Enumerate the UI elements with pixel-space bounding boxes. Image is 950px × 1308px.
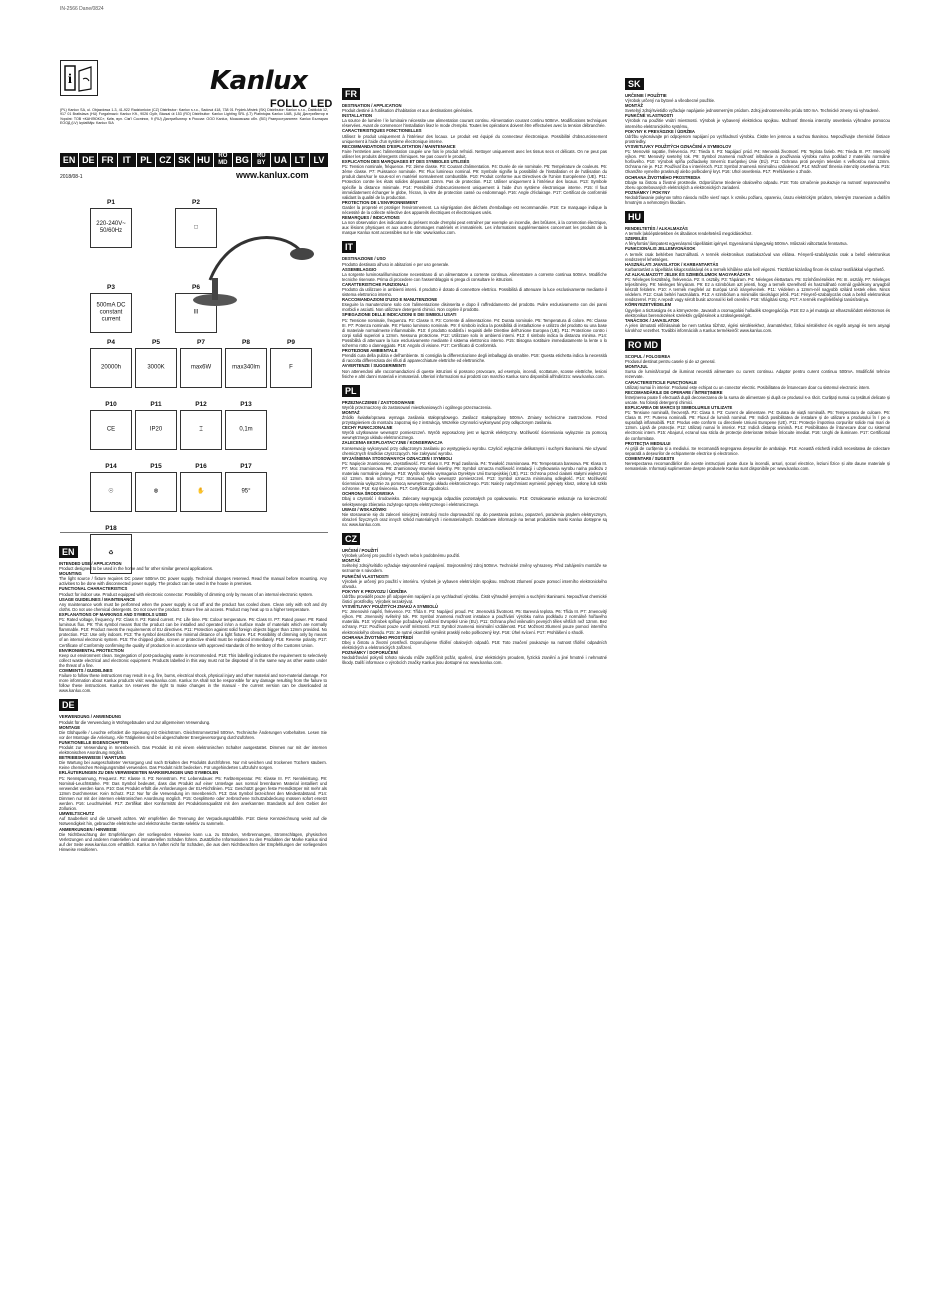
section-heading: COMENTARII / SUGESTII	[625, 455, 675, 461]
flag-ro-md: RO MD	[214, 153, 232, 167]
section-text: Dbaj o czystość i środowisko. Zalecany segregacja odpadów pozostałych po opakowaniu. P18: Oznakowanie wskazuje na konieczność selektywnego zbierania zużytego sprzętu elektrycznego i elektronicznego.	[342, 496, 607, 507]
section-heading: EXPLICATION DES MARQUAGES ET DES SYMBOLES UTILISÉS	[342, 159, 470, 165]
flag-bg: BG	[233, 153, 251, 167]
pictogram-p9	[270, 339, 312, 388]
section-text: Nie stosowanie się do zaleceń niniejszej instrukcji może doprowadzić np. do powstania pożaru, poparzeń, porażenia prądem elektrycznym, obrażeń fizycznych oraz innych szkód materialnych i niematerialnych. Dodatkowe informacje na temat produktów marki Kanlux dostępne są na: www.kanlux.com.	[342, 511, 607, 527]
info-manual-icon	[60, 60, 98, 96]
pictogram-p13	[225, 401, 267, 450]
section-heading: RACCOMANDAZIONI D'USO E MANUTENZIONE	[342, 297, 438, 303]
section-text: P1: Tension nominale, fréquence. P2: 2ème classe. P3: Courant d'alimentation. P4: Durée de vie nominale. P5: Température de couleurs. P6: 3ème classe. P7: Puissance nominale. P8: Flux lumineux nominal. P9: Symbole signifie la possibilité de l'installation et de l'utilisation du produit dans/sur le sous-sol en matériel normalement combustible. P10: Produit conforme aux Directives de l'Union Européenne (UE). P11: Protection contre les états solides dépassant 12mm. Pas de protection. P12: Utiliser uniquement à l'intérieur des locaux. P13: Symbole spécifie la distance minimale. P14: Possibilité d'obscurcissement uniquement à l'aide d'un système électronique interne. P15: Il faut immédiatement échanger le globe, l'écran, la vitre de protection cassé ou endommagé. P16: Angle d'éclairage. P17: Certificat de conformité validant la qualité de la production.	[342, 164, 607, 200]
pictogram-symbol: IP20	[149, 426, 163, 433]
flag-lv: LV	[310, 153, 328, 167]
section-heading: VYSVETLIVKY POUŽITÝCH OZNAČENÍ A SYMBOLOV	[625, 143, 732, 149]
section-text: Non attenendosi alle raccomandazioni di queste istruzioni si possono provocare, ad esempio, incendi, scottature, scosse elettriche, lesioni fisiche e altri danni materiali e immateriali. Ulteriori informazioni sui prodotti con marchio Kanlux sono disponibili all'indirizzo: www.kanlux.com.	[342, 368, 607, 379]
section-text: Dbajte na čistotu a životné prostredie. Odporúčame triedenie obalového odpadu. P18: Toto označenie poukazuje na nutnosť separovaného zberu opotrebovaných elektrických a elektronických zariadení.	[625, 179, 890, 190]
section-text: Konserwację wykonywać przy odłączonym zasilaniu po wystygnięciu wyrobu. Czyścić wyłącznie delikatnymi i suchymi tkaninami. Nie używać chemicznych środków czyszczących. Nie zakrywać wyrobu.	[342, 445, 607, 456]
section-heading: INSTALLATION	[342, 113, 373, 119]
pictogram-symbol: CE	[106, 426, 116, 433]
section-text: Světelný zdroj/svítidlo vyžaduje stejnosměrné napájení. Stejnosměrný zdroj 500mA. Technické změny vyhrazeny. Před zahájením montáže se seznamte s návodem.	[342, 563, 607, 574]
pictogram-label: P14	[105, 463, 117, 470]
flag-sk: SK	[175, 153, 193, 167]
section-text: Wyrób przeznaczony do zastosowań mieszkaniowych i ogólnego przeznaczenia.	[342, 404, 492, 410]
section-text: Ai grijă de curățenia și a mediului. Se recomandă segregarea deșeurilor de ambalaje. P18: Această etichetă indică necesitatea de colectare separată a deșeurilor de echipamente electrice și electronice.	[625, 445, 890, 456]
section-heading: CECHY FUNKCJONALNE	[342, 425, 393, 431]
section-heading: CARATTERISTICHE FUNZIONALI	[342, 281, 408, 287]
language-badge: CZ	[342, 533, 360, 545]
section-heading: TANÁCSOK / JAVASLATOK	[625, 317, 680, 323]
pictogram-label: P10	[105, 401, 117, 408]
column-3	[625, 72, 890, 471]
section-heading: HASZNÁLATI JAVASLATOK / KARBANTARTÁS	[625, 261, 719, 267]
section-text: Výrobek určený pro použití v bytech nebo k podobnému použití.	[342, 553, 461, 559]
brand-logo: Kanlux	[210, 66, 308, 96]
section-heading: PROTEZIONE AMBIENTALE	[342, 348, 398, 354]
section-text: The light source / fixture requires DC power 500mA DC power supply. Technical changes reserved. Read the manual before mounting. Any activities to be done with disconnected power supply. The product can be used in the house in premises.	[59, 576, 327, 587]
section-heading: VYSVĚTLIVKY POUŽITÝCH ZNAKŮ A SYMBOLŮ	[342, 604, 438, 610]
pictogram-p8	[225, 339, 267, 388]
flag-pl: PL	[137, 153, 155, 167]
section-heading: AZ ALKALMAZOTT JELEK ÉS SZIMBÓLUMOK MAGYARÁZATA	[625, 271, 751, 277]
pictogram-p14	[90, 463, 132, 512]
pictogram-p10	[90, 401, 132, 450]
section-heading: BETRIEBSHINWEISE / WARTUNG	[59, 755, 127, 761]
section-text: Výrobok na použitie vnútri miestnosti. Výrobok je vybavený elektrickou spojkou. Možnosť tlmenia intenzity osvetlenia výhradne pomocou interného elektronického systému.	[625, 118, 890, 129]
section-heading: FUNKTIONELLE EIGENSCHAFTEN	[59, 739, 129, 745]
section-heading: POZNÁMKY / POKYNY	[625, 189, 671, 195]
language-badge: EN	[59, 546, 78, 558]
section-text: Die Wartung bei ausgeschalteter Versorgung und nach Erkalten des Produkts durchführen. Nur mit weichen und trockenen Tüchern säubern. Keine chemischen Reinigungsmittel verwenden. Das Produkt nicht bedecken. Für ungehinderten Luftzufuhr sorgen.	[59, 760, 327, 771]
pictogram-p15	[135, 463, 177, 512]
pictogram-label: P17	[240, 463, 252, 470]
pictogram-label: P2	[192, 199, 200, 206]
section-text: Źródło światła/oprawa wymaga zasilania stałoprądowego. Zasilacz stałoprądowy 500mA. Zmiany techniczne zastrzeżone. Przed przystąpieniem do montażu zapoznaj się z instrukcją. Wszelkie czynności wykonywać przy odłączonym zasilaniu.	[342, 414, 607, 426]
section-heading: URČENIE / POUŽITIE	[625, 93, 667, 98]
flag-ua: UA	[271, 153, 289, 167]
pictogram-symbol: ☉	[108, 488, 114, 495]
flag-de: DE	[79, 153, 97, 167]
section-heading: WYJAŚNIENIA STOSOWANYCH OZNACZEŃ I SYMBOLI	[342, 455, 453, 461]
section-heading: CARACTERISTICILE FUNCȚIONALE	[625, 379, 697, 385]
pictogram-symbol: 0,1m	[239, 426, 253, 433]
pictogram-symbol: F	[289, 364, 293, 371]
section-text: A fényforrás/ lámpatest egyenáramú tápellátást igényel. Egyenáramú tápegység 500mA. Műszaki változtatás fenntartva.	[625, 241, 848, 247]
pictogram-symbol: ✋	[197, 488, 205, 495]
pictogram-p16	[180, 463, 222, 512]
flag-it: IT	[118, 153, 136, 167]
pictogram-p12	[180, 401, 222, 450]
pictogram-symbol: □	[194, 224, 198, 231]
section-heading: SPIEGAZIONE DELLE INDICAZIONI E DEI SIMBOLI USATI	[342, 312, 457, 318]
section-heading: CARACTERISTIQUES FONCTIONELLES	[342, 128, 422, 134]
pictogram-symbol: max6W	[190, 364, 212, 371]
pictogram-label: P4	[107, 339, 115, 346]
pictogram-label: P8	[242, 339, 250, 346]
section-text: P1: Jmenovité napětí, frekvence. P2: Třída II. P3: Napájecí proud. P4: Jmenovitá životnost. P5: Barevná teplota. P6: Třída III. P7: Jmenovitý výkon. P8: Jmenovitý světelný tok. P9: Symbol znamená možnost instalace a používání výrobku na/na podkladu z normálně hořlavého materiálu. P10: Výrobek splňuje požadavky nařízení Evropské Unie (EU). P11: Ochrana před vniknutím pevných těles větších než 12mm. Bez ochrany. P12: Používat pouze uvnitř místností. P13: Symbol znamená minimální vzdálenost. P14: Možnost ztlumení pouze pomocí interního elektronického obvodu. P15: Je nutné okamžitě vyměnit prasklý nebo poškozený kryt. P16: Úhel svícení. P17: Prohlášení o shodě.	[342, 609, 607, 635]
section-text: Údržbu vykonávajte pri odpojenom napájaní po vychladnutí výrobku. Čistite len jemnou a suchou tkaninou. Nepoužívajte chemické čistiace prostriedky.	[625, 133, 890, 144]
section-text: Die Nichtbeachtung der Empfehlungen der vorliegenden Hinweise kann u.a. zu Bränden, Verbrennungen, Stromschlägen, physischen Verletzungen und anderen materiellen und immateriellen Schäden führen. Zusätzliche Informationen zu den Produkten der Marke Kanlux sind auf der Seite www.kanlux.com erhältlich. Kanlux SA haftet nicht für Schäden, die aus dem Nichtbeachten der Empfehlungen der vorliegenden Hinweise resultieren.	[59, 831, 327, 852]
section-heading: FUNKČNÍ VLASTNOSTI	[342, 573, 389, 579]
lamp-illustration	[190, 220, 318, 310]
section-heading: MONTAJUL	[625, 364, 648, 370]
section-heading: DESTINATION / APPLICATION	[342, 103, 402, 108]
flag-cz: CZ	[156, 153, 174, 167]
pictogram-symbol: 220-240V~ 50/60Hz	[96, 221, 126, 234]
section-heading: MOUNTING	[59, 571, 82, 577]
section-heading: RECOMMANDATIONS D'EXPLOITATION / MAINTENANCE	[342, 143, 456, 149]
pictogram-label: P15	[150, 463, 162, 470]
language-badge: FR	[342, 88, 360, 100]
section-text: Údržbu provádět pouze při odpojeném napájení a po vychladnutí výrobku. Čistit výhradně jemnými a suchými tkaninami. Nepoužívat chemické čisticí prostředky. Výrobek nezakrývat.	[342, 593, 607, 604]
section-heading: OCHRANA ŽIVOTNÍHO PROSTŘEDÍ	[342, 634, 413, 640]
divider	[60, 532, 328, 533]
section-heading: REMARQUES / INDICATIONS	[342, 215, 400, 221]
pictogram-label: P18	[105, 525, 117, 532]
section-text: Product for indoor use. Product equipped with electronic connector. Possibility of dimming only by means of an internal electronic system.	[59, 591, 314, 597]
pictogram-label: P9	[287, 339, 295, 346]
pictogram-p5	[135, 339, 177, 388]
section-heading: INTENDED USE / APPLICATION	[59, 561, 122, 566]
section-heading: KÖRNYEZETVÉDELEM	[625, 302, 672, 308]
section-heading: ERLÄUTERUNGEN ZU DEN VERWENDETEN MARKIERUNGEN UND SYMBOLEN	[59, 770, 219, 776]
pictogram-p4	[90, 339, 132, 388]
section-heading: ENVIRONMENTAL PROTECTION	[59, 647, 124, 653]
language-flags	[60, 153, 328, 167]
section-heading: ZALECENIA EKSPLOATACYJNE / KONSERWACJA	[342, 440, 443, 446]
section-heading: COMMENTS / GUIDELINES	[59, 667, 113, 673]
language-badge: DE	[59, 699, 78, 711]
section-heading: VERWENDUNG / ANWENDUNG	[59, 714, 122, 720]
pictogram-symbol: max340lm	[232, 364, 260, 371]
section-text: La source de lumière / le luminaire nécessite une alimentation courant continu. Alimentation courant continu 500mA. Modifications techniques réservées. Avant de commencer l'installation lisez le mode d'emploi. Toutes les opérations doivent être effectuées avec la tension débranchée.	[342, 118, 607, 129]
pictogram-p3	[90, 284, 132, 333]
column-1	[59, 540, 327, 852]
section-text: La sorgente luminosa/illuminazione necessitano di un alimentatore a corrente continua. Alimentatore a corrente continua 500mA. Modifiche tecniche riservate. Prima di procedere con l'assemblaggio si prega di consultare le istruzioni.	[342, 271, 607, 282]
section-heading: EXPLANATIONS OF MARKINGS AND SYMBOLS USED	[59, 611, 168, 617]
section-text: Produkt zur Verwendung in Innenbereich. Das Produkt ist mit einem elektronischen Schalter ausgestattet. Dimmen nur mit der internen elektronischen Anordnung möglich.	[59, 745, 327, 756]
section-heading: POKYNY K PROVOZU / ÚDRŽBA	[342, 588, 407, 594]
document-code: IN-2566 Dane/0824	[60, 6, 104, 12]
section-text: Eseguire la manutenzione solo con l'alimentazione disinserita e dopo il raffreddamento del prodotto. Pulire esclusivamente con dei panni morbidi e asciutti. Non utilizzare detergenti chimici. Non coprire il prodotto.	[342, 302, 607, 313]
product-name: FOLLO LED	[270, 98, 333, 110]
pictogram-label: P7	[197, 339, 205, 346]
section-text: Prodotto da utilizzare in ambienti interni. Il prodotto è dotato di connettore elettrico. Possibilità di attenuare la luce esclusivamente mediante il sistema elettronico interno.	[342, 287, 607, 298]
section-text: Karbantartást a tápellátás kikapcsolásával és a termék kihűlése után kell végezni. Tisztítást kizárólag finom és száraz textíliákkal végezhető.	[625, 266, 885, 272]
section-heading: DESTINAZIONE / USO	[342, 256, 386, 262]
section-text: Utilizați numai în interior. Produsul este echipat cu un conector electric. Posibilitatea de întunecare doar cu sistemul electronic intern.	[625, 384, 871, 390]
section-text: Prodotto destinato all'uso in abitazioni e per uso generale.	[342, 261, 450, 267]
pictogram-label: P3	[107, 284, 115, 291]
section-heading: SCOPUL / FOLOSIREA	[625, 354, 671, 360]
pictogram-p7	[180, 339, 222, 388]
section-heading: MONTAŻ	[342, 409, 360, 415]
section-text: Svetelný zdroj/svietidlo vyžaduje napájanie jednosmerným prúdom. Zdroj jednosmerného prúdu 500 mA. Technické zmeny sú vyhradené.	[625, 108, 880, 114]
section-text: P1: Tensione nominale, frequenza. P2: Classe II. P3: Corrente di alimentazione. P4: Durata nominale. P5: Temperatura di colore. P6: Classe III. P7: Potenza nominale. P8: Flusso luminoso nominale. P9: Il simbolo indica la possibilità di installazione e utilizzo del prodotto su una base di materiale normalmente infiammabile. P10: Il prodotto soddisfa i requisiti delle Direttive dell'Unione Europea (UE). P11: Protezione contro i corpi solidi superiori a 12mm. Nessuna protezione. P12: Utilizzare solo in ambienti interni. P13: Il simbolo indica la distanza minima. P14: Possibilità di attenuare la luce esclusivamente mediante il sistema elettronico interno. P15: Bisogna sostituire immediatamente la lente o lo schermo rotto o danneggiato. P16: Angolo di visione. P17: Certificato di Conformità.	[342, 317, 607, 349]
section-text: Auf Sauberkeit und die Umwelt achten. Wir empfehlen die Trennung der Verpackungsabfälle. P18: Diese Kennzeichnung weist auf die Notwendigkeit hin, gebrauchte elektrische und elektronische Geräte selektiv zu sammeln.	[59, 816, 327, 827]
section-text: Sursa de lumină/corpul de iluminat necesită alimentare cu curent continuu. Adaptor pentru curent continuu 500mA. Modificări tehnice rezervate.	[625, 369, 890, 380]
pictogram-label: P12	[195, 401, 207, 408]
section-text: P1: Tensiune nominală, frecvență. P2: Clasa II. P3: Curent de alimentare. P4: Durata de viață nominală. P5: Temperatura de culoare. P6: Clasa III. P7: Puterea nominală. P8: Fluxul de lumină nominal. P9: Indică posibilitatea de instalare și de utilizare a produsului în / pe o suprafață inflamabilă. P10: Produs este conform cu directivele Uniunii Europene (UE). P11: Protecție împotriva corpurilor solide mai mari de 12mm. Lipsă de protecție. P12: Utilizați numai în interior. P13: Indică distanța minimă. P14: Posibilitatea de întunecare doar cu sistemul electronic intern. P15: Abajurul, ecranul sau sticla de protecție deteriorate trebuie înlocuite imediat. P16: Unghi de iluminare. P17: Certificatul de conformitate.	[625, 410, 890, 441]
section-heading: MONTÁŽ	[342, 558, 360, 564]
section-heading: EXPLICAREA DE MARCII ȘI SIMBOLURILE UTILIZATE	[625, 404, 733, 410]
pictogram-label: P16	[195, 463, 207, 470]
section-text: Prenditi cura della pulizia e dell'ambiente. Si consiglia la differenziazione degli imballaggi da smaltire. P18: Questa etichetta indica la necessità di raccolta differenziata dei rifiuti di apparecchiature elettriche ed elettroniche.	[342, 353, 607, 364]
section-heading: OCHRANA ŽIVOTNÉHO PROSTREDIA	[625, 174, 701, 180]
section-text: Výrobok určený na bytové a všeobecné použitie.	[625, 98, 716, 104]
section-text: P1: Napięcie znamionowe, częstotliwość. P2: Klasa II. P3: Prąd zasilania. P4: Trwałość znamionowa. P5: Temperatura barwowa. P6: Klasa III. P7: Moc znamionowa. P8: Znamionowy strumień świetlny. P9: Symbol oznacza możliwość instalacji i użytkowania wyrobu na/na podłożu z materiału normalnie palnego. P10: Wyrób spełnia wymagania Dyrektyw Unii Europejskiej (UE). P11: Ochrona przed ciałami stałymi większymi niż 12mm. Brak ochrony. P12: Stosować tylko wewnątrz pomieszczeń. P13: Symbol oznacza minimalną odległość. P14: Możliwość ściemniania wyłącznie za pomocą wewnętrznego układu elektronicznego. P15: Należy natychmiast wymienić pęknięty klosz, osłonę lub szkło ochronne. P16: Kąt świecenia. P17: Certyfikat Zgodności.	[342, 460, 607, 492]
section-heading: POKYNY K PREVÁDZKE / ÚDRŽBA	[625, 128, 695, 134]
language-badge: PL	[342, 385, 360, 397]
pictogram-label: P1	[107, 199, 115, 206]
flag-en: EN	[60, 153, 78, 167]
language-badge: HU	[625, 211, 644, 223]
pictogram-symbol: ⌶	[199, 426, 203, 433]
section-text: Výrobek je určený pro použití v interiéru. Výrobek je vybaven elektrickým spojkou. Možnost ztlumení pouze pomocí interního elektronického obvodu.	[342, 578, 607, 589]
language-badge: IT	[342, 241, 356, 253]
section-heading: UMWELTSCHUTZ	[59, 811, 95, 817]
pictogram-symbol: 20000h	[100, 364, 122, 371]
section-heading: PRZEZNACZENIE / ZASTOSOWANIE	[342, 399, 415, 405]
section-text: Dbej o čistotu a životní prostředí. Doporučujeme třídění obalových odpadů. P18: Toto značení poukazuje na nutnost třídění odpadních elektrických a elektronických zařízení.	[342, 639, 607, 650]
section-heading: ASSEMBLAGGIO	[342, 266, 377, 272]
section-heading: OCHRONA ŚRODOWISKA	[342, 491, 394, 497]
section-text: Faire l'entretien avec l'alimentation coupée une fois le produit refroidi. Nettoyer uniquement avec les tissus secs et délicats. On ne peut pas utiliser les produits détergents chimiques. Ne pas couvrir le produit.	[342, 148, 607, 159]
section-heading: POZNÁMKY / DOPORUČENÍ	[342, 649, 398, 655]
pictogram-symbol: 3000K	[147, 364, 165, 371]
language-badge: SK	[625, 78, 644, 90]
section-heading: FUNKCIONÁLIS JELLEMVONÁSOK	[625, 246, 696, 252]
pictogram-label: P6	[192, 284, 200, 291]
section-heading: MONTAGE	[59, 724, 81, 730]
section-text: Failure to follow these instructions may result in e.g. fire, burns, electrical shock, physical injury and other material and non-material damage. For more information about Kanlux products visit: www.kanlux.com. Kanlux SA shall not be responsible for any damage resulting from the failure to follow these instructions. Kanlux SA reserves the right to make changes in the manual - the current version can be downloaded at www.kanlux.com.	[59, 673, 327, 694]
section-text: P1: Nennspannung, Frequenz. P2: Klasse II. P3: Nennstrom. P4: Lebensdauer. P5: Farbtemperatur. P6: Klasse III. P7: Nennleistung. P8: Nominal-Leuchtstärke. P9: Das Symbol bedeutet, dass das Produkt auf einer Unterlage aus normal brennbaren Material installiert und verwendet werden kann. P10: Das Produkt erfüllt die Anforderungen der EU-Richtlinien. P11: Geschützt gegen feste Fremdkörper mit mehr als 12mm Durchmesser. Kein Schutz. P12: Nur für die Verwendung im Innenbereich. P13: Das Symbol bezeichnet den Mindestabstand. P14: Dimmen nur mit der internen elektronischen Anordnung möglich. P15: Gesplitterte oder zerbrochene Schutzabdeckung müssen sofort ersetzt werden. P16: Leuchtwinkel. P17: Zertifikat über Konformität der Produktionsqualität mit den anerkannten Standards auf dem Gebiet der Zollunion.	[59, 775, 327, 812]
section-heading: RECOMANDĂRILE DE OPERARE / ÎNTREȚINERE	[625, 389, 723, 395]
pictogram-symbol: III	[193, 309, 199, 316]
section-text: Garder la propreté et protéger l'environnement. La ségrégation des déchets d'emballage est recommandée. P18: Ce marquage indique la nécessité de la collecte sélective des appareils électriques et électroniques usés.	[342, 204, 607, 215]
section-text: A termék csak beltérben használható. A termék elektronikus csatlakozóval van ellátva. Fényerő-szabályozás csak a belső elektronikus rendszerrel lehetséges.	[625, 251, 890, 262]
section-heading: FUNCTIONAL CHARACTERISTICS	[59, 586, 128, 592]
section-heading: UWAGI / WSKAZÓWKI	[342, 506, 387, 512]
language-badge: RO MD	[625, 339, 661, 351]
section-heading: PROTECȚIA MEDIULUI	[625, 440, 671, 446]
pictogram-symbol: 500mA DC constant current	[96, 302, 126, 323]
website: www.kanlux.com	[236, 170, 309, 180]
section-text: Wyrób użytkowane wewnątrz pomieszczeń. Wyrób wyposażony jest w łącznik elektryczny. Możliwość ściemniania wyłącznie za pomocą wewnętrznego układu elektronicznego.	[342, 430, 607, 441]
section-text: Ügyeljen a tisztaságra és a környezetre. Javasolt a csomagolási hulladék szegregációja. P18: Ez a jel mutatja az elhasználódott elektromos és elektronikus berendezések szelektív gyűjtésének a szükségességét.	[625, 307, 890, 318]
section-text: P1: Rated voltage, frequency. P2: Class II. P3: Rated current. P4: Life time. P5: Colour temperature. P6: Class III. P7: Rated power. P8: Rated luminous flux. P9: This symbol means that the product can be installed and operated in/on a surface made of materials which are normally flammable. P10: Product meets the requirements of EU directives. P11: Protection against solid foreign objects bigger than 12mm provided. No protection. P12: Use only indoors. P13: The symbol describes the minimal distance of a light fixture. P14: Possibility of dimming only by means of an internal electronic system. P15: The chipped globe, screen or protective shield must be replaced immediately. P16: Reverse polarity. P17: Certificate of Conformity confirming the quality of production in accordance with approved standards of the territory of the Customs Union.	[59, 617, 327, 648]
section-text: P1: Menovité napätie, frekvencia. P2: Trieda II. P3: Napájací prúd. P4: Menovitá životnosť. P5: Teplota farieb. P6: Trieda III. P7: Menovitý výkon. P8: Menovitý svetelný tok. P9: Symbol znamená možnosť inštalácie a používania výrobku na/na podklad z materiálu normálne horľavého. P10: Výrobok spĺňa požiadavky Smerníc Európskej Únie (EÚ). P11: Ochrana proti pevným telesám s veľkosťou nad 12mm. Ochrana nie je. P12: Používať iba v interiéroch. P13: Symbol znamená minimálnu vzdialenosť. P14: Možnosť tlmenia intenzity osvetlenia. P15: Okamžite vymeňte prasknutý alebo poškodený kryt. P16: Uhol osvetlenia. P17: Prehlásenie o zhode.	[625, 149, 890, 175]
section-heading: URČENÍ / POUŽITÍ	[342, 548, 379, 554]
svg-text:i: i	[68, 72, 72, 87]
pictogram-symbol: ♻	[108, 550, 114, 557]
flag-ru-by: RU BY	[252, 153, 270, 167]
flag-hu: HU	[195, 153, 213, 167]
pictogram-p1	[90, 199, 132, 248]
section-heading: PROTECTION DE L'ENVIRONNEMENT	[342, 199, 418, 205]
section-text: A termék lakóépületekben és általános rendeltetésű megoldásokhoz.	[625, 231, 753, 237]
section-heading: MONTÁŽ	[625, 103, 643, 109]
section-text: Utilisez le produit uniquement à l'intérieur des locaux. Le produit est équipé du connecteur électronique. Possibilité d'obscurcissement uniquement à l'aide d'un système électronique interne.	[342, 133, 607, 144]
pictogram-label: P5	[152, 339, 160, 346]
pictogram-label: P11	[150, 401, 162, 408]
section-heading: ANMERKUNGEN / HINWEISE	[59, 826, 117, 832]
section-text: Produkt für die Verwendung in Wohngebäuden und zur allgemeinen Verwendung.	[59, 719, 211, 725]
section-heading: AVVERTENZE / SUGGERIMENTI	[342, 363, 406, 369]
section-heading: RENDELTETÉS / ALKALMAZÁS	[625, 226, 688, 232]
section-heading: FUNKČNÉ VLASTNOSTI	[625, 113, 674, 119]
section-text: Die Glühquelle / Leuchte erfordert die Speisung mit Gleichstrom. Gleichstromnetzteil 500mA. Technische Änderungen vorbehalten. Lesen Sie vor der Montage die Anleitung. Alle Tätigkeiten sind bei abgeschalteter Energieversorgung durchzuführen.	[59, 729, 327, 740]
flag-lt: LT	[291, 153, 309, 167]
section-text: Nedodržiavanie pokynov tohto návodu môže viesť napr. k vzniku požiaru, opareniu, úrazu elektrickým prúdom, telesným zraneniam a ďalším hmotným a nehmotným škodám.	[625, 194, 890, 205]
section-text: La non observation des indications du présent mode d'emploi peut entraîner par exemple un incendie, des brûlures, à la commotion électrique, aux lésions physiques et aux autres dommages matériels et immatériels. Les informations supplémentaires concernant les produits de la marque Kanlux sont accessibles sur le site: www.kanlux.com.	[342, 220, 607, 236]
section-text: P1: Névleges feszültség, frekvencia. P2: II. osztály. P3: Tápáram. P4: Névleges élettartam. P5: Színhőmérséklet. P6: III. osztály. P7: Névleges teljesítmény. P8: Névleges fényáram. P9: Ez a szimbólum azt jelenti, hogy a termék szerelhető és használható normál gyúlékony anyagból készült felületre. P10: A termék megfelel az Európai Unió irányelveinek. P11: Védelem a 12mm-nél nagyobb szilárd testek ellen. Nincs védelem. P12: Csak beltéri használatra. P13: A szimbólum a minimális távolságot jelöli. P14: Fényerő-szabályozás csak a belső elektronikus rendszerrel. P15: A repedt vagy sérült burát azonnal ki kell cserélni. P16: Világítási szög. P17: A termék megfelelőségi tanúsítványa.	[625, 277, 890, 303]
section-heading: USAGE GUIDELINES / MAINTENANCE	[59, 596, 136, 602]
column-2	[342, 82, 607, 665]
section-text: Întreținerea poate fi efectuată după deconectarea de la sursa de alimentare și după ce produsul s-a răcit. Curățați numai cu țesături delicate și uscate. Nu folosiți detergenți chimici.	[625, 394, 890, 405]
section-text: Nerespectarea recomandărilor din aceste instrucțiuni poate duce la incendii, arsuri, șocuri electrice, leziuni fizice și alte daune materiale și nemateriale. Informații suplimentare despre produsele Kanlux sunt disponibile pe: www.kanlux.com.	[625, 461, 890, 472]
pictogram-label: P13	[240, 401, 252, 408]
pictogram-p17	[225, 463, 267, 512]
section-text: Produsul destinat pentru casele și de uz general.	[625, 359, 716, 365]
section-text: Product designed to be used in the home and for other similar general applications.	[59, 566, 214, 572]
pictogram-symbol: ⊗	[153, 488, 159, 495]
flag-fr: FR	[98, 153, 116, 167]
section-text: Nedodržování pokynů tohoto návodu může zapříčinit požár, opaření, úraz elektrickým proudem, fyzická zranění a jiné hmotné i nehmotné škody. Další informace o výrobcích značky Kanlux jsou dostupné na: www.kanlux.com.	[342, 655, 607, 666]
section-text: Any maintenance work must be performed when the power supply is cut off and the product has cooled down. Clean only with soft and dry cloths. Do not use chemical detergents. Do not cover the product. Ensure free air access. Product may heat up to a higher temperature.	[59, 601, 327, 612]
section-heading: SZERELÉS	[625, 236, 648, 242]
revision-date: 2018/08-1	[60, 174, 83, 180]
pictogram-symbol: 95°	[241, 488, 251, 495]
pictogram-p11	[135, 401, 177, 450]
section-text: Produit destiné à l'utilisation d'habitation et aux destinations générales.	[342, 108, 474, 114]
section-text: Keep our environment clean. Segregation of post-packaging waste is recommended. P18: This labelling indicates the requirement to selectively collect waste electrical and electronic equipment. Products labelled in this way must not be disposed of in the same way as other waste under the threat of a fine.	[59, 652, 327, 668]
section-text: A jelen útmutató előírásainak be nem tartása tűzhöz, égési sérülésekhez, áramütéshez, fizikai sérüléshez és egyéb anyagi és nem anyagi károkhoz vezethet. További információk a Kanlux termékeiről: www.kanlux.com.	[625, 322, 890, 333]
distributor-addresses: (PL) Kanlux SA, ul. Objazdowa 1-3, 41-922 Radzionków (CZ) Distributor: Kanlux s.r.o., Sadová 418, 738 01 Frýdek-Místek (SK) Distributor: Kanlux s.r.o., Ďablická 12, 917 01 Bratislava (HU) Forgalmazó: Kanlux Kft., 9026 Győr, Bácsai út 153 (RO) Distribuitor: Kanlux Lighting SRL (LT) Platintojas Kanlux UAB, (UA) Дистрибютор в Україні: ТОВ «КАНЛЮКС», Київ, вул. Сім'ї Сосніних, 9 (RU) Дистрибьютор в России: ООО Kanlux, Московская обл. (BG) Разпространител: Kanlux България ЕООД (LV) Izplatītājs: Kanlux SIA	[60, 108, 328, 126]
